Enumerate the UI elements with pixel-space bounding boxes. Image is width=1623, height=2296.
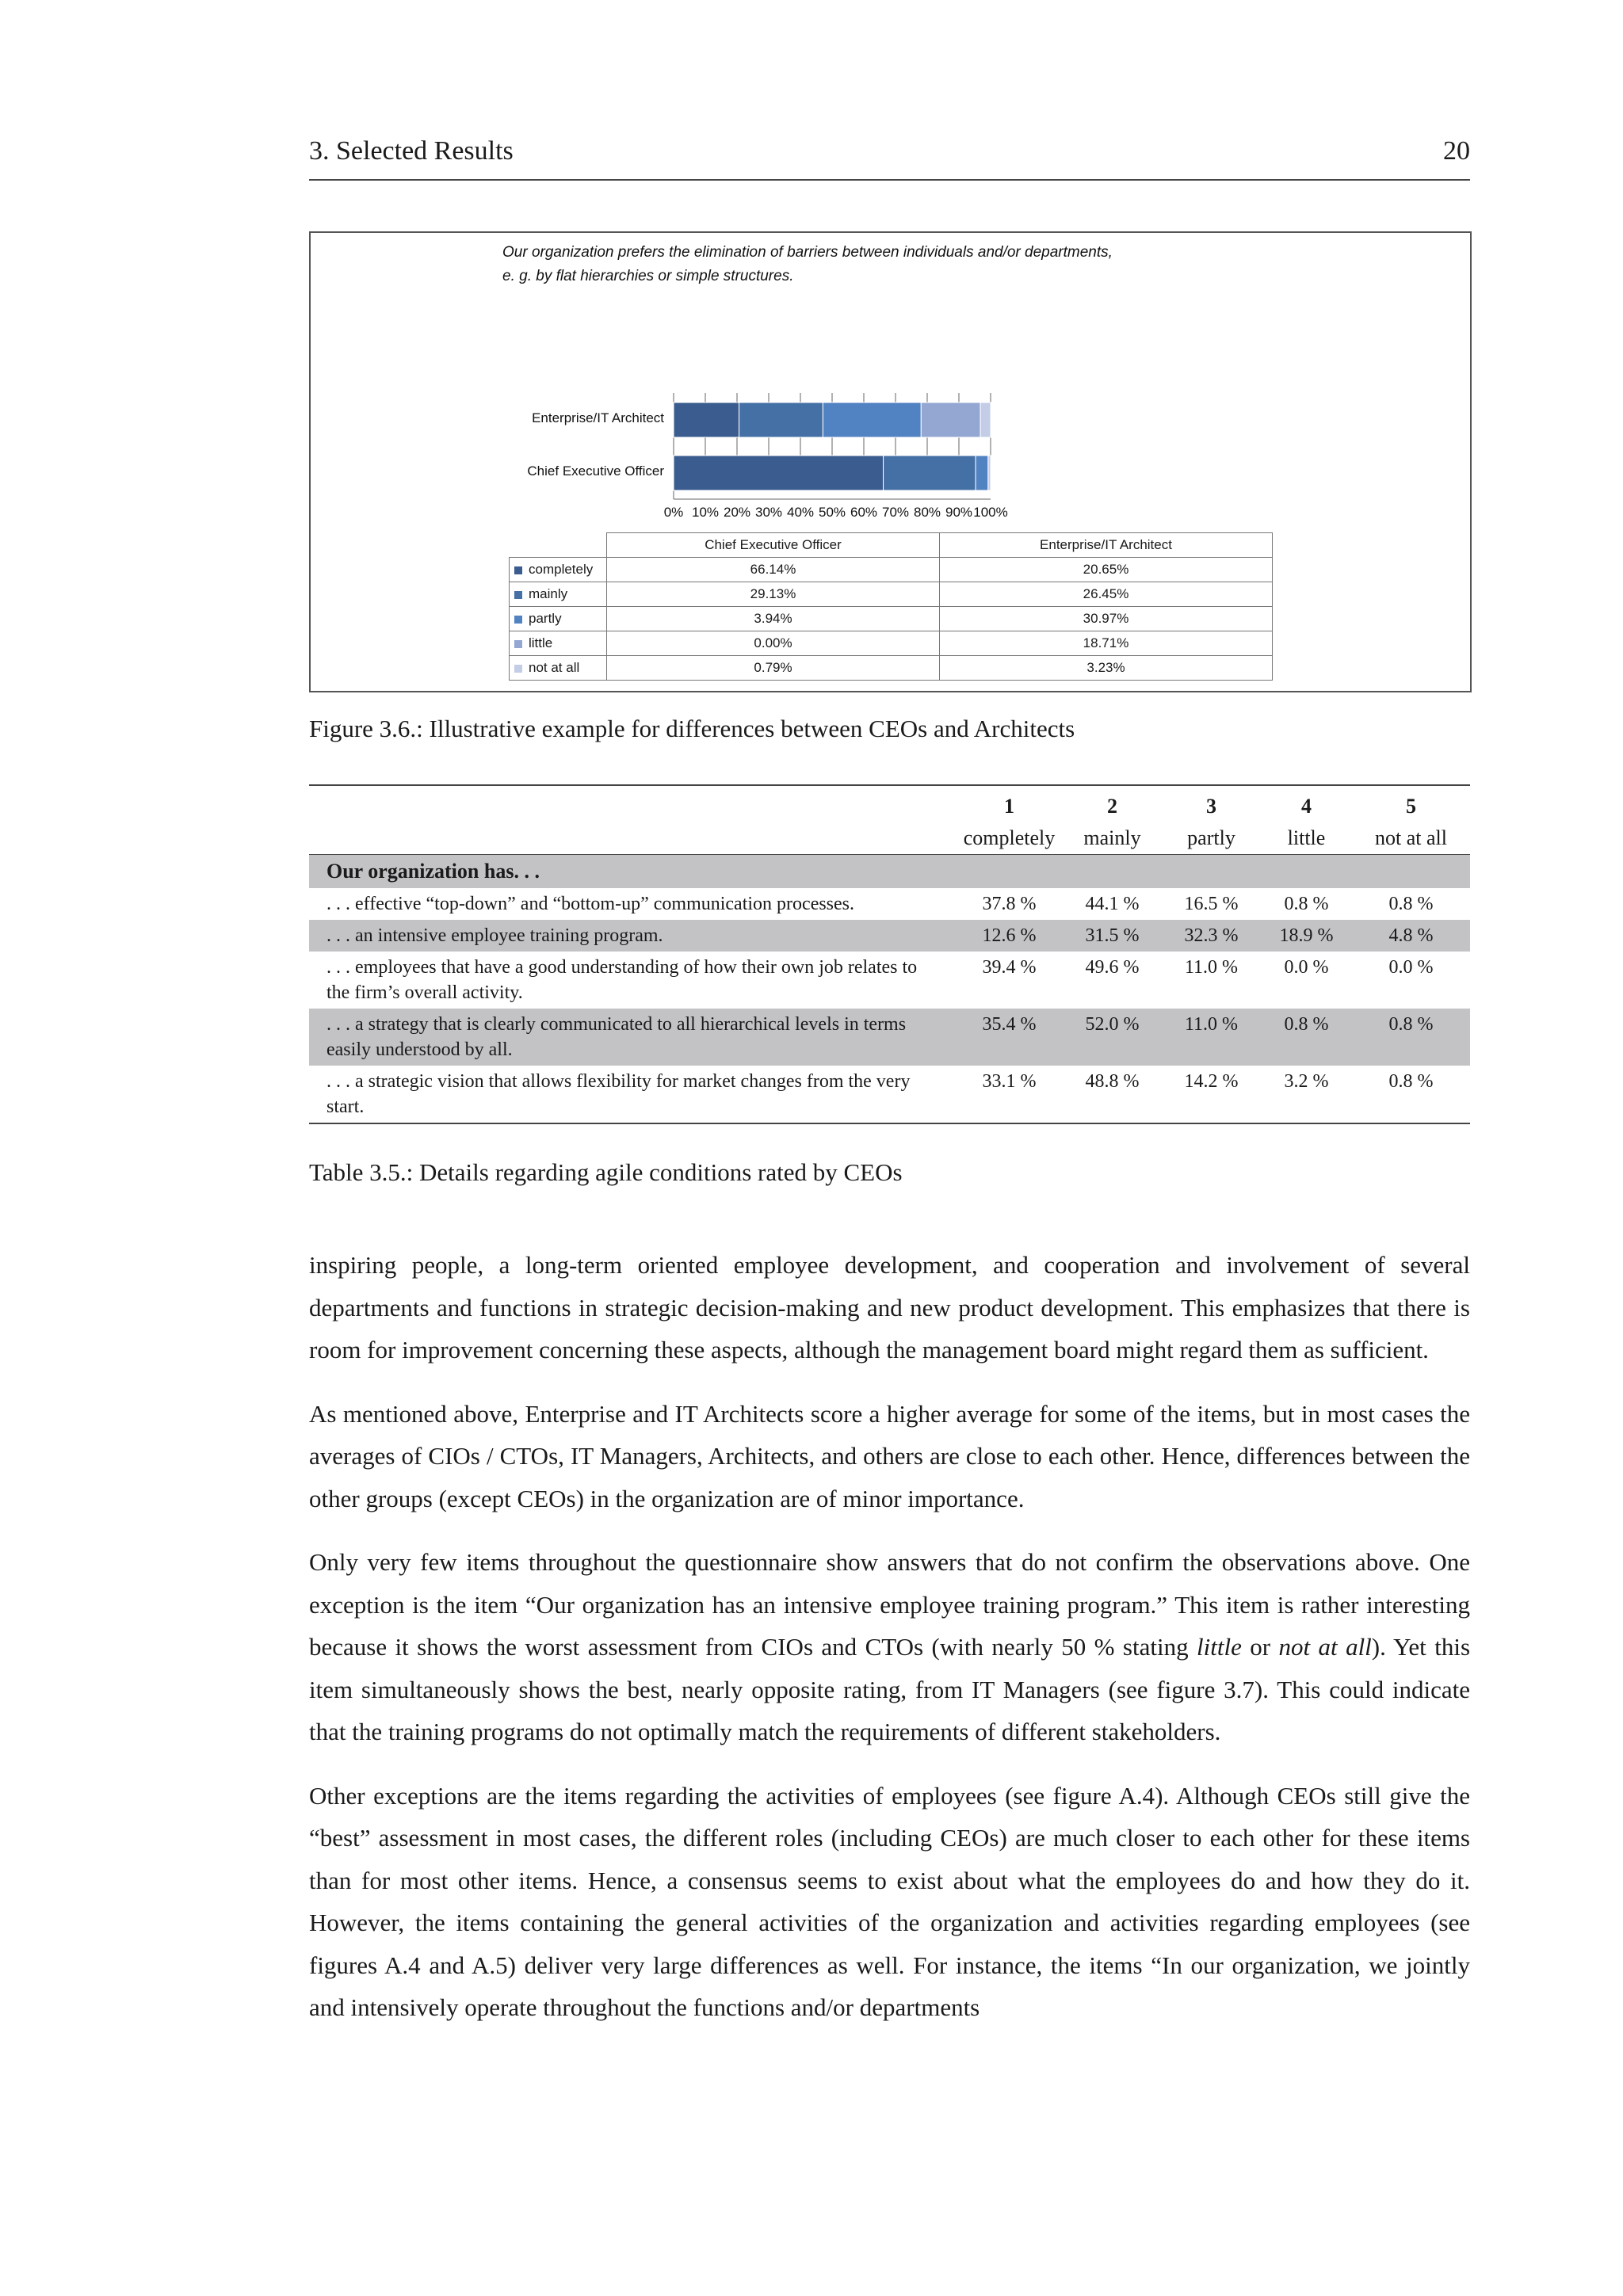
table-header-numbers — [309, 785, 1470, 822]
section-label: Our organization has. . . — [309, 855, 1470, 889]
figure-chart-box — [309, 231, 1472, 692]
table-section-row — [309, 855, 1470, 889]
body-text — [309, 1244, 1470, 2050]
bar-segment — [988, 456, 991, 490]
legend-swatch — [514, 665, 522, 673]
table-row — [309, 888, 1470, 920]
x-tick-label: 0% — [663, 505, 684, 520]
row-value: 44.1 % — [1085, 894, 1140, 914]
row-value: 18.9 % — [1261, 920, 1352, 952]
col-label: mainly — [1083, 826, 1141, 849]
row-value: 31.5 % — [1063, 920, 1162, 952]
row-value: 48.8 % — [1085, 1071, 1140, 1092]
legend-swatch — [514, 566, 522, 574]
row-value: 33.1 % — [982, 1071, 1037, 1092]
row-value: 14.2 % — [1184, 1071, 1239, 1092]
x-tick-label: 40% — [786, 505, 815, 520]
col-number: 2 — [1107, 795, 1117, 818]
figure-caption: Figure 3.6.: Illustrative example for differences between CEOs and Architects — [309, 715, 1075, 742]
paragraph — [309, 1541, 1470, 1753]
paragraph-text: or — [1241, 1633, 1279, 1661]
row-value: 11.0 % — [1162, 1009, 1261, 1066]
x-tick-label: 20% — [723, 505, 751, 520]
paragraph: As mentioned above, Enterprise and IT Architects score a higher average for some of the items, but in most cases the averages of CIOs / CTOs, IT Managers, Architects, and others are close to each other. Hence, differences between the other groups (except CEOs) in the organization are of minor importance. — [309, 1399, 1470, 1512]
row-value: 0.8 % — [1284, 894, 1329, 914]
data-table-row — [510, 631, 1273, 656]
row-value: 4.8 % — [1352, 920, 1470, 952]
paragraph: inspiring people, a long-term oriented employee development, and cooperation and involvement of several departments and functions in strategic decision-making and new product development. This emphasizes that there is room for improvement concerning these aspects, although the management board might regard them as sufficient. — [309, 1251, 1470, 1363]
data-table-row — [510, 656, 1273, 681]
chart-title-line1: Our organization prefers the elimination of barriers between individuals and/or departments, — [502, 244, 1113, 261]
data-table-value: 20.65% — [940, 558, 1273, 582]
table-row — [309, 952, 1470, 1009]
legend-swatch — [514, 591, 522, 599]
legend-label: little — [529, 635, 553, 650]
col-number: 3 — [1206, 795, 1216, 818]
row-value: 0.0 % — [1388, 957, 1434, 978]
results-table — [309, 784, 1470, 1124]
x-tick-label: 80% — [913, 505, 941, 520]
row-value: 32.3 % — [1162, 920, 1261, 952]
data-table-col-header: Chief Executive Officer — [607, 533, 940, 558]
paragraph: Other exceptions are the items regarding the activities of employees (see figure A.4). Although CEOs still give the “best” assessment in most cases, the different roles (including CEOs) are much closer to each other for these items than for most other items. Hence, a consensus seems to exist about what the employees do and how they do it. However, the items containing the general activities of the organization and activities regarding employees (see figures A.4 and A.5) deliver very large differences as well. For instance, the items “In our organization, we jointly and intensively operate throughout the functions and/or departments — [309, 1781, 1470, 2021]
legend-entry — [510, 656, 607, 681]
data-table-value: 18.71% — [940, 631, 1273, 656]
data-table-row — [510, 558, 1273, 582]
row-value: 37.8 % — [982, 894, 1037, 914]
row-item: . . . effective “top-down” and “bottom-up” communication processes. — [327, 894, 855, 914]
paragraph-text: ). Yet this item simultaneously shows the best, nearly opposite rating, from IT Managers (see figure 3.7). This could indicate that the training programs do not optimally match the requirements of different stakeholders. — [309, 1633, 1471, 1745]
section-title: 3. Selected Results — [309, 136, 514, 166]
table-row — [309, 1009, 1470, 1066]
row-value: 0.8 % — [1261, 1009, 1352, 1066]
table-row — [309, 1066, 1470, 1123]
data-table-value: 26.45% — [940, 582, 1273, 607]
row-value: 16.5 % — [1184, 894, 1239, 914]
legend-label: not at all — [529, 660, 580, 675]
legend-entry — [510, 582, 607, 607]
bar-segment — [980, 402, 991, 437]
legend-swatch — [514, 616, 522, 624]
data-table-value: 0.79% — [607, 656, 940, 681]
x-tick-label: 10% — [691, 505, 720, 520]
row-item: . . . a strategic vision that allows flexibility for market changes from the very start. — [327, 1071, 911, 1117]
col-label: little — [1287, 826, 1326, 849]
chart-data-table — [509, 532, 1273, 681]
bar-segment — [674, 456, 884, 490]
bar-segment — [823, 402, 921, 437]
row-item: . . . employees that have a good understanding of how their own job relates to the firm’s overall activity. — [327, 957, 918, 1003]
bar-segment — [884, 456, 976, 490]
row-value: 35.4 % — [956, 1009, 1063, 1066]
data-table-value: 0.00% — [607, 631, 940, 656]
table-header-empty — [309, 785, 956, 822]
data-table-value: 30.97% — [940, 607, 1273, 631]
col-label: completely — [963, 826, 1056, 849]
data-table-value: 66.14% — [607, 558, 940, 582]
legend-entry — [510, 607, 607, 631]
x-tick-label: 30% — [754, 505, 783, 520]
page-header — [309, 136, 1470, 181]
paragraph-text: Only very few items throughout the questionnaire show answers that do not confirm the observations above. One exception is the item “Our organization has an intensive employee training program.” This item is rather interesting because it shows the worst assessment from CIOs and CTOs (with nearly 50 % stating — [309, 1548, 1470, 1661]
x-tick-label: 100% — [973, 505, 1008, 520]
data-table-col-header: Enterprise/IT Architect — [940, 533, 1273, 558]
row-value: 0.8 % — [1352, 1009, 1470, 1066]
legend-label: completely — [529, 562, 594, 577]
row-value: 12.6 % — [956, 920, 1063, 952]
data-table-value: 3.94% — [607, 607, 940, 631]
legend-label: mainly — [529, 586, 568, 601]
col-label: partly — [1187, 826, 1235, 849]
emphasis-little: little — [1197, 1633, 1242, 1661]
page-number: 20 — [1443, 136, 1470, 166]
bar-segment — [921, 402, 980, 437]
bar-segment — [674, 402, 739, 437]
row-value: 3.2 % — [1284, 1071, 1329, 1092]
row-value: 11.0 % — [1184, 957, 1239, 978]
chart-title-line2: e. g. by flat hierarchies or simple structures. — [502, 268, 794, 284]
row-value: 39.4 % — [982, 957, 1037, 978]
x-tick-label: 70% — [881, 505, 910, 520]
legend-entry — [510, 631, 607, 656]
data-table-corner — [510, 533, 607, 558]
row-value: 49.6 % — [1085, 957, 1140, 978]
data-table-row — [510, 607, 1273, 631]
x-tick-label: 90% — [945, 505, 973, 520]
data-table-row — [510, 582, 1273, 607]
data-table-value: 3.23% — [940, 656, 1273, 681]
legend-label: partly — [529, 611, 562, 626]
row-value: 0.8 % — [1388, 1071, 1434, 1092]
bar-segment — [739, 402, 823, 437]
table-row — [309, 920, 1470, 952]
row-value: 0.8 % — [1388, 894, 1434, 914]
row-item: . . . an intensive employee training program. — [309, 920, 956, 952]
legend-entry — [510, 558, 607, 582]
col-number: 5 — [1406, 795, 1416, 818]
col-label: not at all — [1375, 826, 1447, 849]
x-tick-label: 50% — [818, 505, 846, 520]
table-header-empty — [309, 822, 956, 855]
table-caption: Table 3.5.: Details regarding agile conditions rated by CEOs — [309, 1158, 903, 1186]
col-number: 4 — [1301, 795, 1312, 818]
row-item: . . . a strategy that is clearly communicated to all hierarchical levels in terms easily understood by all. — [309, 1009, 956, 1066]
legend-swatch — [514, 640, 522, 648]
row-value: 0.0 % — [1284, 957, 1329, 978]
category-label: Chief Executive Officer — [527, 463, 664, 479]
x-tick-label: 60% — [850, 505, 878, 520]
category-label: Enterprise/IT Architect — [532, 410, 664, 425]
bar-segment — [976, 456, 988, 490]
emphasis-not-at-all: not at all — [1278, 1633, 1372, 1661]
col-number: 1 — [1004, 795, 1014, 818]
data-table-value: 29.13% — [607, 582, 940, 607]
row-value: 52.0 % — [1063, 1009, 1162, 1066]
table-header-labels — [309, 822, 1470, 855]
